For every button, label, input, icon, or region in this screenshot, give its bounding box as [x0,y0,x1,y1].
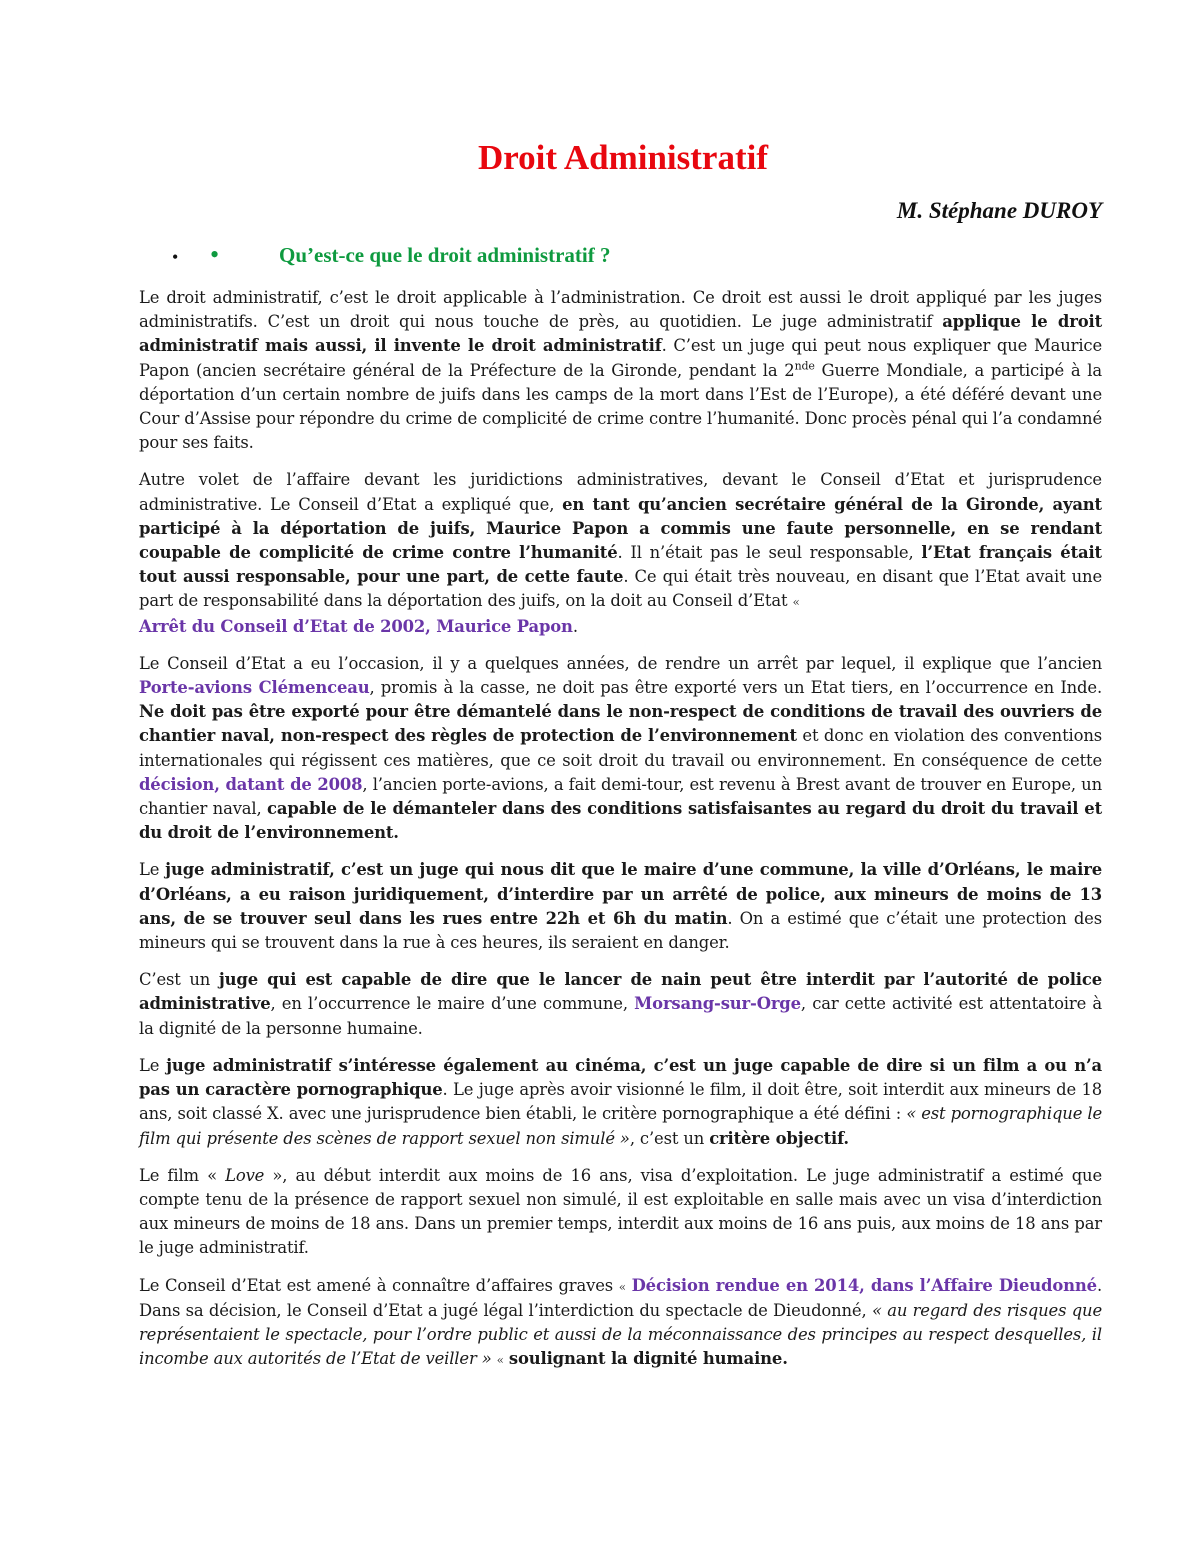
case-reference-clemenceau[interactable]: Porte-avions Clémenceau [139,678,370,698]
arrow-icon: « [792,595,800,610]
text: Le droit administratif, c’est le droit applicable à l’administration. Ce droit est aussi le droit appliqué par les juges administratifs. C’est un droit qui nous touche de près, au quotidien. Le juge administratif [139,288,1102,332]
bullet-icon: • [172,247,179,267]
bold-text: soulignant la dignité humaine. [508,1349,788,1369]
bold-text: l’Etat français était tout aussi responsable, pour une part, de cette faute [139,543,1102,587]
superscript: nde [794,359,815,373]
text: Le Conseil d’Etat est amené à connaître d’affaires graves [139,1275,619,1295]
paragraph-1 [139,286,1102,455]
text: . C’est un juge qui peut nous expliquer que Maurice Papon (ancien secrétaire général de la Préfecture de la Gironde, pendant la 2 [139,336,1102,380]
text: . Ce qui était très nouveau, en disant que l’Etat avait une part de responsabilité dans la déportation des juifs, on la doit au Conseil d’Etat [139,567,1102,611]
bold-text: capable de le démanteler dans des conditions satisfaisantes au regard du droit du travail et du droit de l’environnement. [139,799,1102,843]
text: , l’ancien porte-avions, a fait demi-tour, est revenu à Brest avant de trouver en Europe, un chantier naval, [139,774,1102,819]
text: . Dans sa décision, le Conseil d’Etat a jugé légal l’interdiction du spectacle de Dieudonné, [139,1275,1102,1320]
italic-title: Love [225,1165,265,1185]
text: . [572,616,578,636]
paragraph-4 [139,858,1102,955]
paragraph-2 [139,468,1102,638]
text: . On a estimé que c’était une protection des mineurs qui se trouvent dans la rue à ces heures, ils seraient en danger. [139,908,1102,953]
bold-text: juge administratif s’intéresse également au cinéma, c’est un juge capable de dire si un film a ou n’a pas un caractère pornographique [139,1055,1102,1100]
paragraph-6 [139,1054,1102,1151]
bold-text: applique le droit administratif mais aussi, il invente le droit administratif [139,312,1102,356]
document-title: Droit Administratif [477,138,769,177]
paragraph-8 [139,1274,1102,1373]
arrow-icon: « [618,1279,626,1294]
paragraph-7 [139,1164,1102,1261]
bold-text: critère objectif. [709,1128,849,1148]
text: . Le juge après avoir visionné le film, il doit être, soit interdit aux mineurs de 18 ans, soit classé X. avec une jurisprudence bien établi, le critère pornographique a été défini : [139,1080,1103,1124]
arrow-icon: « [496,1353,504,1368]
case-reference-2008[interactable]: décision, datant de 2008 [139,774,363,794]
text: , c’est un [629,1128,710,1148]
text: , promis à la casse, ne doit pas être exporté vers un Etat tiers, en l’occurrence en Inde. [369,678,1103,698]
paragraph-5 [139,968,1102,1041]
case-reference-dieudonne[interactable]: Décision rendue en 2014, dans l’Affaire Dieudonné [631,1275,1097,1295]
text: Le [139,860,166,880]
author-name: M. Stéphane DUROY [896,198,1102,223]
bold-text: juge administratif, c’est un juge qui nous dit que le maire d’une commune, la ville d’Orléans, le maire d’Orléans, a eu raison juridiquement, d’interdire par un arrêté de police, aux mineurs de moins de 13 ans, de se trouver seul dans les rues entre 22h et 6h du matin [139,860,1102,928]
text: Guerre Mondiale, a participé à la déportation d’un certain nombre de juifs dans les camps de la mort dans l’Est de l’Europe), a été déféré devant une Cour d’Assise pour répondre du crime de complicité de crime contre l’humanité. Donc procès pénal qui l’a condamné pour ses faits. [139,360,1102,453]
text: Autre volet de l’affaire devant les juridictions administratives, devant le Conseil d’Etat et jurisprudence administrative. Le Conseil d’Etat a expliqué que, [139,470,1102,514]
italic-quote: « au regard des risques que représentaient le spectacle, pour l’ordre public et aussi de la méconnaissance des principes au respect desquelles, il incombe aux autorités de l’Etat de veiller » [139,1300,1103,1369]
section-heading-text: Qu’est-ce que le droit administratif ? [279,243,611,267]
text: C’est un [139,970,219,990]
case-reference-morsang[interactable]: Morsang-sur-Orge [634,994,801,1014]
bold-text: en tant qu’ancien secrétaire général de la Gironde, ayant participé à la déportation de juifs, Maurice Papon a commis une faute personnelle, en se rendant coupable de complicité de crime contre l’humanité [139,494,1102,563]
text: Le Conseil d’Etat a eu l’occasion, il y a quelques années, de rendre un arrêt par lequel, il explique que l’ancien [139,653,1102,673]
text: , en l’occurrence le maire d’une commune, [270,994,635,1014]
text: , car cette activité est attentatoire à la dignité de la personne humaine. [139,994,1102,1038]
text: Le film « [139,1165,226,1185]
paragraph-3 [139,652,1102,846]
text: », au début interdit aux moins de 16 ans, visa d’exploitation. Le juge administratif a estimé que compte tenu de la présence de rapport sexuel non simulé, il est exploitable en salle mais avec un visa d’interdiction aux mineurs de moins de 18 ans. Dans un premier temps, interdit aux moins de 16 ans puis, aux moins de 18 ans par le juge administratif. [139,1165,1102,1258]
text: Le [139,1055,167,1075]
document-body [139,286,1102,1385]
text: . Il n’était pas le seul responsable, [617,543,922,563]
italic-quote: « est pornographique le film qui présente des scènes de rapport sexuel non simulé » [139,1104,1102,1148]
green-bullet-icon: • [210,240,220,269]
text: et donc en violation des conventions internationales qui régissent ces matières, que ce soit droit du travail ou environnement. En conséquence de cette [139,726,1102,770]
bold-text: juge qui est capable de dire que le lancer de nain peut être interdit par l’autorité de police administrative [139,970,1102,1014]
case-reference-papon[interactable]: Arrêt du Conseil d’Etat de 2002, Maurice Papon [139,616,573,636]
bold-text: Ne doit pas être exporté pour être démantelé dans le non-respect de conditions de travail des ouvriers de chantier naval, non-respect des règles de protection de l’environnement [139,702,1102,746]
